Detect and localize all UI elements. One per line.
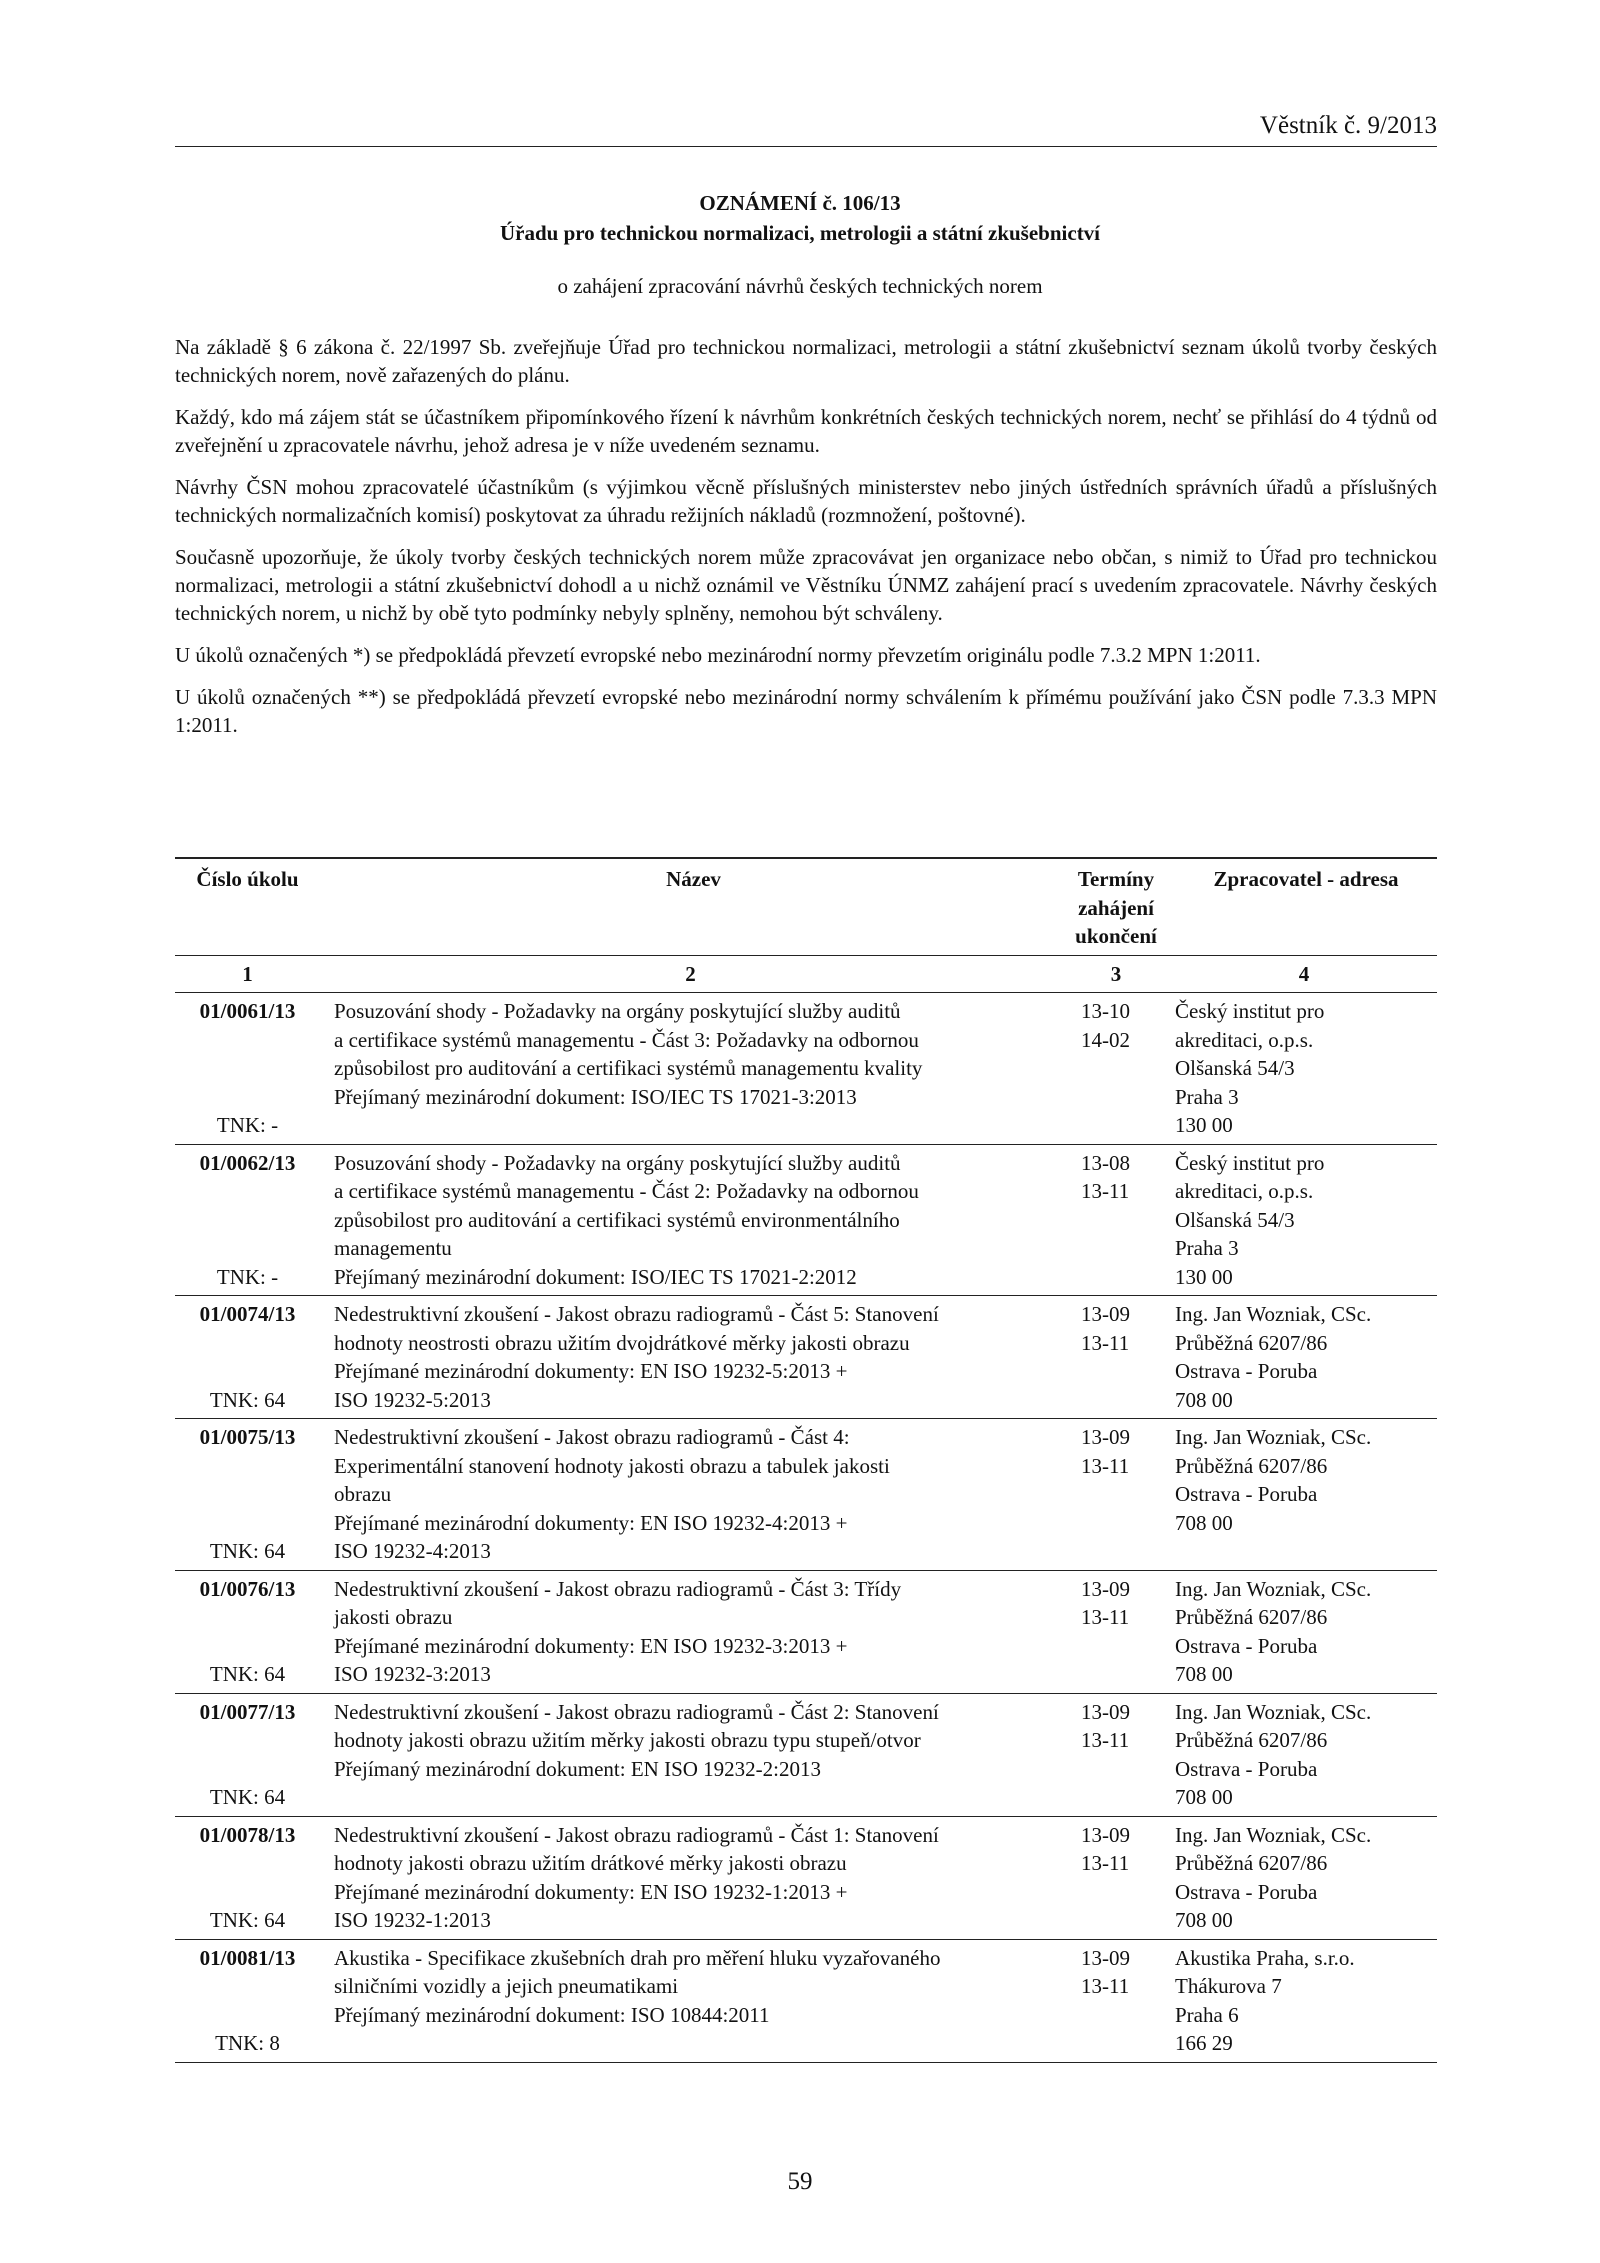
announcement-body [175, 333, 1437, 753]
task-terms-cell [1061, 993, 1171, 1145]
processor-address-cell [1171, 1939, 1437, 2062]
column-number: 4 [1171, 955, 1437, 993]
task-number: 01/0062/13 [199, 1150, 296, 1175]
address-line: Ostrava - Poruba [1175, 1482, 1318, 1506]
task-title-line: hodnoty jakosti obrazu užitím měrky jakosti obrazu typu stupeň/otvor [334, 1728, 921, 1752]
processor-address-cell [1171, 1570, 1437, 1693]
task-number: 01/0061/13 [199, 999, 296, 1023]
table-body [175, 993, 1437, 2063]
address-line: Ostrava - Poruba [1175, 1756, 1318, 1781]
address-line: Praha 6 [1175, 2002, 1239, 2027]
address-line: Olšanská 54/3 [1175, 1207, 1295, 1232]
address-line: 708 00 [1175, 1662, 1233, 1686]
task-title-line: Přejímané mezinárodní dokumenty: EN ISO 19232-1:2013 + [334, 1879, 848, 1904]
table-row [175, 1570, 1437, 1693]
tasks-table [175, 857, 1437, 2063]
task-title-line: obrazu [334, 1482, 392, 1506]
task-id-cell [175, 1144, 320, 1296]
term-end: 13-11 [1081, 1330, 1130, 1355]
paragraph: Na základě § 6 zákona č. 22/1997 Sb. zveřejňuje Úřad pro technickou normalizaci, metrologii a státní zkušebnictví seznam úkolů tvorby českých technických norem, nově zařazených do plánu. [175, 335, 1437, 387]
task-number: 01/0075/13 [199, 1425, 296, 1449]
processor-address-cell [1171, 1816, 1437, 1939]
paragraph: Každý, kdo má zájem stát se účastníkem připomínkového řízení k návrhům konkrétních českých technických norem, nechť se přihlásí do 4 týdnů od zveřejnění u zpracovatele návrhu, jehož adresa je v níže uvedeném seznamu. [175, 405, 1437, 457]
task-tnk: TNK: 64 [209, 1908, 286, 1932]
announcement-subject: o zahájení zpracování návrhů českých technických norem [557, 274, 1043, 298]
processor-address-cell [1171, 1693, 1437, 1816]
task-terms-cell [1061, 1816, 1171, 1939]
task-title-line: ISO 19232-5:2013 [334, 1387, 491, 1412]
task-number: 01/0074/13 [199, 1302, 296, 1326]
task-title-line: Přejímané mezinárodní dokumenty: EN ISO 19232-3:2013 + [334, 1633, 848, 1658]
address-line: Olšanská 54/3 [1175, 1056, 1295, 1080]
task-id-cell [175, 993, 320, 1145]
term-start: 13-09 [1081, 1945, 1130, 1970]
task-terms-cell [1061, 1570, 1171, 1693]
address-line: Akustika Praha, s.r.o. [1175, 1945, 1355, 1970]
task-number: 01/0077/13 [199, 1699, 296, 1724]
header-processor: Zpracovatel - adresa [1171, 858, 1437, 955]
task-number: 01/0078/13 [199, 1822, 296, 1847]
address-line: Thákurova 7 [1175, 1974, 1282, 1998]
header-terms-line: zahájení [1078, 895, 1154, 920]
task-tnk: TNK: 64 [209, 1539, 286, 1563]
task-tnk: TNK: 64 [209, 1785, 286, 1809]
page-number: 59 [787, 2168, 813, 2195]
task-title-line: Nedestruktivní zkoušení - Jakost obrazu radiogramů - Část 2: Stanovení [334, 1699, 939, 1724]
term-end: 13-11 [1081, 1728, 1130, 1752]
term-end: 13-11 [1081, 1453, 1130, 1478]
address-line: Průběžná 6207/86 [1175, 1605, 1328, 1629]
task-title-cell [320, 1570, 1061, 1693]
task-title-cell [320, 1939, 1061, 2062]
task-id-cell [175, 1570, 320, 1693]
task-id-cell [175, 1939, 320, 2062]
task-title-line: hodnoty jakosti obrazu užitím drátkové měrky jakosti obrazu [334, 1851, 847, 1875]
task-tnk: TNK: 64 [209, 1387, 286, 1412]
term-end: 13-11 [1081, 1179, 1130, 1203]
task-terms-cell [1061, 1939, 1171, 2062]
address-line: 708 00 [1175, 1908, 1233, 1932]
term-start: 13-10 [1081, 999, 1130, 1023]
address-line: akreditaci, o.p.s. [1175, 1027, 1314, 1052]
task-id-cell [175, 1816, 320, 1939]
task-id-cell [175, 1693, 320, 1816]
task-title-cell [320, 1816, 1061, 1939]
table-row [175, 1693, 1437, 1816]
term-end: 14-02 [1081, 1027, 1130, 1052]
processor-address-cell [1171, 1144, 1437, 1296]
task-title-line: Posuzování shody - Požadavky na orgány poskytující služby auditů [334, 1150, 901, 1175]
address-line: Ostrava - Poruba [1175, 1359, 1318, 1383]
address-line: Praha 3 [1175, 1236, 1239, 1260]
column-number: 2 [320, 955, 1061, 993]
table-row [175, 1144, 1437, 1296]
term-end: 13-11 [1081, 1605, 1130, 1629]
column-number-row [175, 955, 1437, 993]
processor-address-cell [1171, 1419, 1437, 1571]
announcement-heading [0, 188, 1600, 248]
task-terms-cell [1061, 1296, 1171, 1419]
address-line: Průběžná 6207/86 [1175, 1851, 1328, 1875]
task-title-line: způsobilost pro auditování a certifikaci systémů managementu kvality [334, 1056, 923, 1080]
address-line: Ing. Jan Wozniak, CSc. [1175, 1576, 1372, 1601]
address-line: 166 29 [1175, 2031, 1233, 2055]
task-title-line: Přejímané mezinárodní dokumenty: EN ISO 19232-5:2013 + [334, 1359, 848, 1383]
task-title-cell [320, 1144, 1061, 1296]
address-line: 708 00 [1175, 1387, 1233, 1412]
table-row [175, 1419, 1437, 1571]
paragraph: U úkolů označených **) se předpokládá převzetí evropské nebo mezinárodní normy schválením k přímému používání jako ČSN podle 7.3.3 MPN 1:2011. [175, 685, 1437, 737]
term-start: 13-09 [1081, 1822, 1130, 1847]
task-title-line: ISO 19232-4:2013 [334, 1539, 491, 1563]
address-line: 708 00 [1175, 1785, 1233, 1809]
address-line: Průběžná 6207/86 [1175, 1453, 1328, 1478]
address-line: Ostrava - Poruba [1175, 1633, 1318, 1658]
address-line: Průběžná 6207/86 [1175, 1330, 1328, 1355]
task-id-cell [175, 1419, 320, 1571]
address-line: akreditaci, o.p.s. [1175, 1179, 1314, 1203]
announcement-number: OZNÁMENÍ č. 106/13 [699, 191, 901, 215]
term-start: 13-09 [1081, 1302, 1130, 1326]
task-title-line: ISO 19232-3:2013 [334, 1662, 491, 1686]
address-line: 708 00 [1175, 1510, 1233, 1535]
task-title-line: Akustika - Specifikace zkušebních drah pro měření hluku vyzařovaného [334, 1945, 941, 1970]
term-start: 13-09 [1081, 1576, 1130, 1601]
address-line: Český institut pro [1175, 1150, 1325, 1175]
address-line: 130 00 [1175, 1113, 1233, 1137]
task-tnk: TNK: - [216, 1264, 279, 1289]
task-number: 01/0076/13 [199, 1576, 296, 1601]
task-terms-cell [1061, 1419, 1171, 1571]
task-tnk: TNK: 8 [215, 2031, 280, 2055]
task-title-cell [320, 1296, 1061, 1419]
address-line: Ing. Jan Wozniak, CSc. [1175, 1699, 1372, 1724]
task-title-line: Nedestruktivní zkoušení - Jakost obrazu radiogramů - Část 5: Stanovení [334, 1302, 939, 1326]
address-line: Ostrava - Poruba [1175, 1879, 1318, 1904]
task-title-cell [320, 1693, 1061, 1816]
table-header-row [175, 858, 1437, 955]
address-line: 130 00 [1175, 1264, 1233, 1289]
table-row [175, 1939, 1437, 2062]
header-terms [1061, 858, 1171, 955]
task-title-line: jakosti obrazu [334, 1605, 453, 1629]
table-row [175, 1816, 1437, 1939]
address-line: Ing. Jan Wozniak, CSc. [1175, 1302, 1372, 1326]
task-terms-cell [1061, 1144, 1171, 1296]
address-line: Český institut pro [1175, 999, 1325, 1023]
address-line: Ing. Jan Wozniak, CSc. [1175, 1822, 1372, 1847]
task-title-line: Nedestruktivní zkoušení - Jakost obrazu radiogramů - Část 3: Třídy [334, 1576, 902, 1601]
header-task-number: Číslo úkolu [175, 858, 320, 955]
task-title-line: Posuzování shody - Požadavky na orgány poskytující služby auditů [334, 999, 901, 1023]
column-number: 3 [1061, 955, 1171, 993]
task-title-line: Přejímaný mezinárodní dokument: ISO/IEC TS 17021-2:2012 [334, 1264, 857, 1289]
header-terms-line: ukončení [1075, 924, 1157, 948]
address-line: Ing. Jan Wozniak, CSc. [1175, 1425, 1372, 1449]
task-title-line: Nedestruktivní zkoušení - Jakost obrazu radiogramů - Část 1: Stanovení [334, 1822, 939, 1847]
task-title-line: silničními vozidly a jejich pneumatikami [334, 1974, 679, 1998]
paragraph: U úkolů označených *) se předpokládá převzetí evropské nebo mezinárodní normy převzetím originálu podle 7.3.2 MPN 1:2011. [175, 643, 1261, 667]
announcement-issuer: Úřadu pro technickou normalizaci, metrologii a státní zkušebnictví [499, 221, 1101, 245]
address-line: Praha 3 [1175, 1084, 1239, 1109]
task-number: 01/0081/13 [199, 1945, 296, 1970]
header-terms-line: Termíny [1077, 867, 1155, 891]
task-title-line: hodnoty neostrosti obrazu užitím dvojdrátkové měrky jakosti obrazu [334, 1330, 910, 1355]
processor-address-cell [1171, 993, 1437, 1145]
term-start: 13-08 [1081, 1150, 1130, 1175]
task-title-line: a certifikace systémů managementu - Část 2: Požadavky na odbornou [334, 1179, 919, 1203]
header-title: Název [320, 858, 1061, 955]
paragraph: Návrhy ČSN mohou zpracovatelé účastníkům (s výjimkou věcně příslušných ministerstev nebo jiných ústředních správních úřadů a příslušných technických normalizačních komisí) poskytovat za úhradu režijních nákladů (rozmnožení, poštovné). [175, 475, 1437, 527]
task-title-line: ISO 19232-1:2013 [334, 1908, 491, 1932]
task-title-line: Experimentální stanovení hodnoty jakosti obrazu a tabulek jakosti [334, 1453, 890, 1478]
term-end: 13-11 [1081, 1851, 1130, 1875]
term-start: 13-09 [1081, 1425, 1130, 1449]
paragraph: Současně upozorňuje, že úkoly tvorby českých technických norem může zpracovávat jen organizace nebo občan, s nimiž to Úřad pro technickou normalizaci, metrologii a státní zkušebnictví dohodl a u nichž oznámil ve Věstníku ÚNMZ zahájení prací s uvedením zpracovatele. Návrhy českých technických norem, u nichž by obě tyto podmínky nebyly splněny, nemohou být schváleny. [175, 545, 1437, 625]
task-title-line: Nedestruktivní zkoušení - Jakost obrazu radiogramů - Část 4: [334, 1425, 850, 1449]
address-line: Průběžná 6207/86 [1175, 1728, 1328, 1752]
journal-issue: Věstník č. 9/2013 [1259, 112, 1437, 139]
processor-address-cell [1171, 1296, 1437, 1419]
page-header [175, 112, 1437, 147]
task-title-line: Přejímaný mezinárodní dokument: ISO/IEC TS 17021-3:2013 [334, 1084, 857, 1109]
table-row [175, 993, 1437, 1145]
task-title-line: Přejímané mezinárodní dokumenty: EN ISO 19232-4:2013 + [334, 1510, 848, 1535]
table-row [175, 1296, 1437, 1419]
task-tnk: TNK: 64 [209, 1662, 286, 1686]
task-title-line: Přejímaný mezinárodní dokument: EN ISO 19232-2:2013 [334, 1756, 822, 1781]
task-title-cell [320, 1419, 1061, 1571]
column-number: 1 [175, 955, 320, 993]
task-title-line: Přejímaný mezinárodní dokument: ISO 10844:2011 [334, 2002, 770, 2027]
task-title-line: způsobilost pro auditování a certifikaci systémů environmentálního [334, 1207, 900, 1232]
task-id-cell [175, 1296, 320, 1419]
term-end: 13-11 [1081, 1974, 1130, 1998]
task-terms-cell [1061, 1693, 1171, 1816]
task-tnk: TNK: - [216, 1113, 279, 1137]
task-title-line: a certifikace systémů managementu - Část 3: Požadavky na odbornou [334, 1027, 919, 1052]
term-start: 13-09 [1081, 1699, 1130, 1724]
task-title-cell [320, 993, 1061, 1145]
task-title-line: managementu [334, 1236, 452, 1260]
